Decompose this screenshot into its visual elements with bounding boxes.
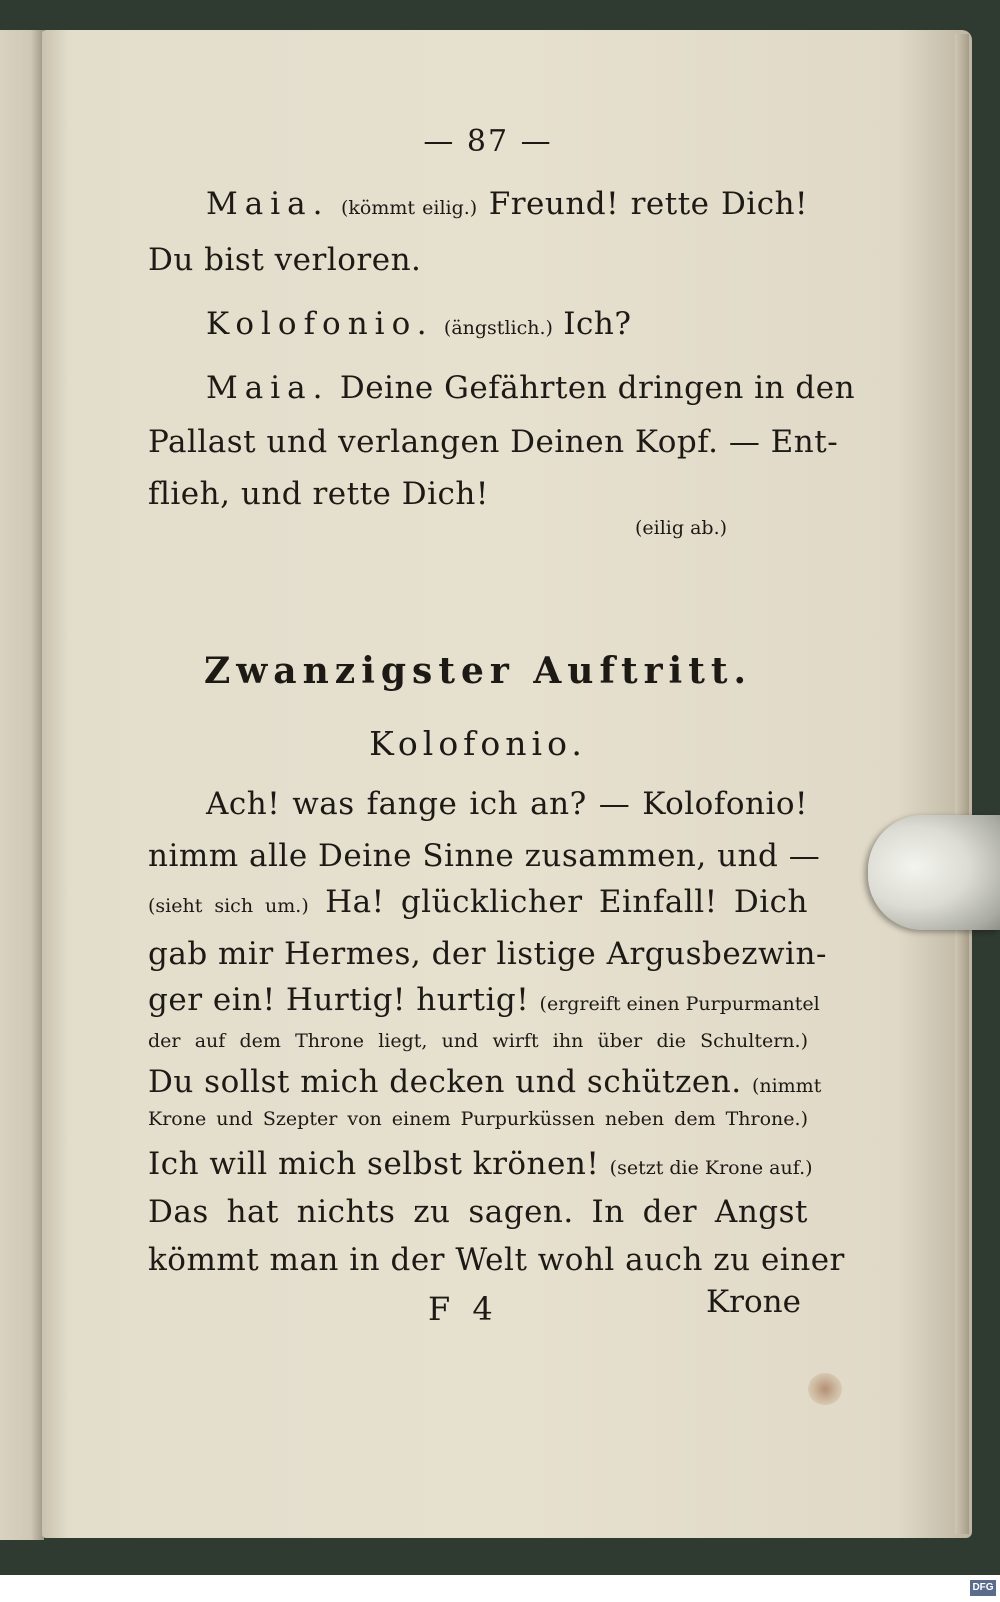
catchword: Krone xyxy=(706,1284,801,1320)
monologue-text: ger ein! Hurtig! hurtig! xyxy=(148,982,530,1018)
monologue-line xyxy=(148,1194,808,1230)
exit-stage-direction: (eilig ab.) xyxy=(635,517,728,539)
dfg-logo: DFG xyxy=(970,1580,996,1596)
monologue-line xyxy=(148,936,827,972)
page-number-header: — 87 — xyxy=(423,124,553,159)
monologue-text: kömmt man in der Welt wohl auch zu einer xyxy=(148,1242,845,1278)
monologue-text: nimm alle Deine Sinne zusammen, und — xyxy=(148,838,821,874)
dialogue-line xyxy=(148,370,856,406)
monologue-line xyxy=(148,1108,808,1130)
dialogue-line xyxy=(148,306,808,342)
monologue-line xyxy=(148,1030,808,1052)
stage-direction: der auf dem Throne liegt, und wirft ihn über die Schultern.) xyxy=(148,1030,808,1052)
dialogue-text: Du bist verloren. xyxy=(148,242,422,278)
stage-direction: (nimmt xyxy=(751,1075,822,1097)
monologue-text: Du sollst mich decken und schützen. xyxy=(148,1064,742,1100)
stage-direction: Krone und Szepter von einem Purpurküssen neben dem Throne.) xyxy=(148,1108,808,1130)
stage-direction: (kömmt eilig.) xyxy=(340,197,478,219)
dialogue-line xyxy=(148,242,808,278)
dialogue-line xyxy=(148,424,839,460)
monologue-text: gab mir Hermes, der listige Argusbezwin- xyxy=(148,936,827,972)
dialogue-text: Freund! rette Dich! xyxy=(488,186,809,222)
bookmark-tab xyxy=(868,815,1000,930)
stage-direction: (setzt die Krone auf.) xyxy=(609,1157,813,1179)
scene-heading: Zwanzigster Auftritt. xyxy=(203,650,752,692)
monologue-text: Das hat nichts zu sagen. In der Angst xyxy=(148,1194,808,1230)
left-page-edge xyxy=(0,30,44,1540)
page-stack-edge xyxy=(955,34,969,1534)
monologue-line xyxy=(148,982,820,1018)
monologue-line xyxy=(148,786,808,822)
digitization-credit: Digitalisierung gefördert durch die Deutsche Forschungsgemeinschaft xyxy=(596,1581,966,1593)
monologue-line xyxy=(148,1242,845,1278)
monologue-text: Ha! glücklicher Einfall! Dich xyxy=(325,884,808,920)
monologue-line xyxy=(148,884,808,920)
dialogue-text: Ich? xyxy=(563,306,632,342)
monologue-text: Ich will mich selbst krönen! xyxy=(148,1146,600,1182)
scene-character: Kolofonio. xyxy=(369,724,587,763)
foxing-stain xyxy=(808,1373,842,1405)
dialogue-text: Deine Gefährten dringen in den xyxy=(339,370,856,406)
dialogue-text: flieh, und rette Dich! xyxy=(148,476,489,512)
monologue-line xyxy=(148,838,821,874)
monologue-text: Ach! was fange ich an? — Kolofonio! xyxy=(206,786,808,822)
monologue-line xyxy=(148,1146,813,1182)
speaker-name: Kolofonio. xyxy=(206,306,434,342)
dialogue-line xyxy=(148,476,808,512)
monologue-line xyxy=(148,1064,822,1100)
speaker-name: Maia. xyxy=(206,186,330,222)
dialogue-text: Pallast und verlangen Deinen Kopf. — Ent- xyxy=(148,424,839,460)
stage-direction: (ängstlich.) xyxy=(443,317,553,339)
speaker-name: Maia. xyxy=(206,370,330,406)
signature-mark: F 4 xyxy=(428,1290,499,1328)
stage-direction: (sieht sich um.) xyxy=(148,895,309,917)
stage-direction: (ergreift einen Purpurmantel xyxy=(539,993,820,1015)
dialogue-line xyxy=(148,186,808,222)
